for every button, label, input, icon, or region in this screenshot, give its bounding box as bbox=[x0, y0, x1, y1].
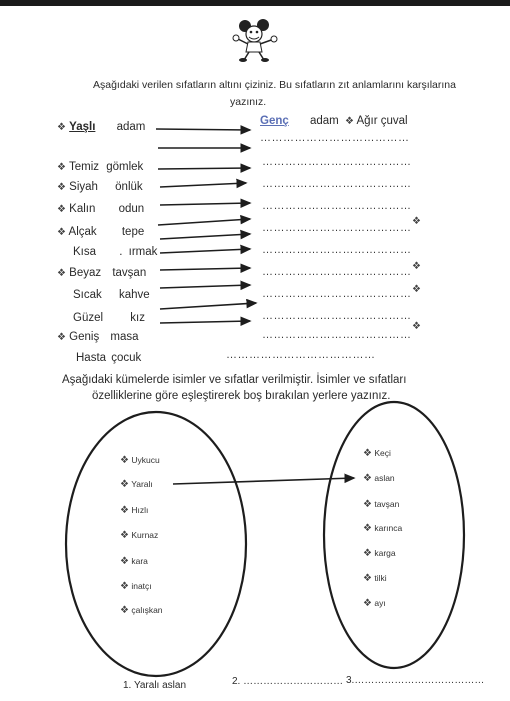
answer-line[interactable]: ………………………………… bbox=[226, 349, 376, 361]
bullet-icon: ❖ bbox=[57, 182, 66, 193]
bullet-icon: ❖ bbox=[57, 122, 66, 133]
answer-1: 1. Yaralı aslan bbox=[123, 680, 187, 691]
answer-line[interactable]: ………………………………… bbox=[262, 329, 412, 341]
right-set-item: ❖ karınca bbox=[363, 523, 403, 534]
row-11: Hasta çocuk bbox=[76, 352, 142, 364]
extra-phrase: Ağır çuval bbox=[356, 115, 408, 127]
row-8: Sıcak kahve bbox=[73, 289, 150, 301]
right-set-item: ❖ tilki bbox=[363, 573, 387, 584]
left-set-item: ❖ çalışkan bbox=[120, 605, 163, 616]
noun: adam bbox=[116, 121, 146, 133]
left-set-circle bbox=[66, 412, 246, 676]
instruction-line-2b: özelliklerine göre eşleştirerek boş bırakılan yerlere yazınız. bbox=[92, 390, 391, 402]
answer-line[interactable]: ………………………………… bbox=[262, 310, 412, 322]
row-7: ❖ Beyaz tavşan bbox=[57, 267, 147, 279]
left-set-item: ❖ Kurnaz bbox=[120, 530, 159, 541]
row-3: ❖ Siyah önlük bbox=[57, 181, 143, 193]
right-set-item: ❖ Keçi bbox=[363, 448, 391, 459]
answer-line[interactable]: ………………………………… bbox=[260, 132, 410, 144]
right-set-item: ❖ karga bbox=[363, 548, 396, 559]
left-set-item: ❖ Uykucu bbox=[120, 455, 160, 466]
right-set-item: ❖ ayı bbox=[363, 598, 386, 609]
row-1 bbox=[57, 121, 145, 133]
row-2: ❖ Temiz gömlek bbox=[57, 161, 144, 173]
answer-3[interactable]: 3.………………………………… bbox=[346, 675, 485, 686]
answer-line[interactable]: ………………………………… bbox=[262, 178, 412, 190]
answer-line[interactable]: ………………………………… bbox=[262, 288, 412, 300]
bullet-icon: ❖ bbox=[57, 204, 66, 215]
left-set-item: ❖ inatçı bbox=[120, 581, 152, 592]
left-set-item: ❖ kara bbox=[120, 556, 148, 567]
answer-line[interactable]: ………………………………… bbox=[262, 156, 412, 168]
bullet-icon: ❖ bbox=[412, 261, 421, 272]
answer-line[interactable]: ………………………………… bbox=[262, 244, 412, 256]
answer-line[interactable]: ………………………………… bbox=[262, 200, 412, 212]
row-6: Kısa . ırmak bbox=[73, 246, 158, 258]
right-set-item: ❖ aslan bbox=[363, 473, 395, 484]
bullet-icon: ❖ bbox=[57, 162, 66, 173]
example-answer-row: Genç adam ❖ Ağır çuval bbox=[260, 115, 408, 127]
bullet-icon: ❖ bbox=[57, 268, 66, 279]
row-4: ❖ Kalın odun bbox=[57, 203, 145, 215]
bullet-icon: ❖ bbox=[57, 332, 66, 343]
left-set-item: ❖ Yaralı bbox=[120, 479, 153, 490]
row-5: ❖ Alçak tepe bbox=[57, 226, 145, 238]
answer-line[interactable]: ………………………………… bbox=[262, 222, 412, 234]
right-set-item: ❖ tavşan bbox=[363, 499, 400, 510]
bullet-icon: ❖ bbox=[412, 284, 421, 295]
bullet-icon: ❖ bbox=[344, 116, 354, 127]
bullet-icon: ❖ bbox=[57, 227, 66, 238]
bullet-icon: ❖ bbox=[412, 321, 421, 332]
bullet-icon: ❖ bbox=[412, 216, 421, 227]
instruction-line-1b: yazınız. bbox=[230, 96, 267, 108]
row-9: Güzel kız bbox=[73, 312, 145, 324]
answer-2[interactable]: 2. ………………………… bbox=[232, 676, 344, 687]
row-10: ❖ Geniş masa bbox=[57, 331, 139, 343]
adjective: Yaşlı bbox=[69, 121, 96, 133]
answer-line[interactable]: ………………………………… bbox=[262, 266, 412, 278]
right-set-circle bbox=[324, 402, 464, 668]
instruction-line-2: Aşağıdaki kümelerde isimler ve sıfatlar verilmiştir. İsimler ve sıfatları bbox=[62, 374, 407, 386]
example-answer: Genç bbox=[260, 115, 289, 127]
instruction-line-1: Aşağıdaki verilen sıfatların altını çiziniz. Bu sıfatların zıt anlamlarını karşılarına bbox=[93, 79, 456, 91]
left-set-item: ❖ Hızlı bbox=[120, 505, 149, 516]
